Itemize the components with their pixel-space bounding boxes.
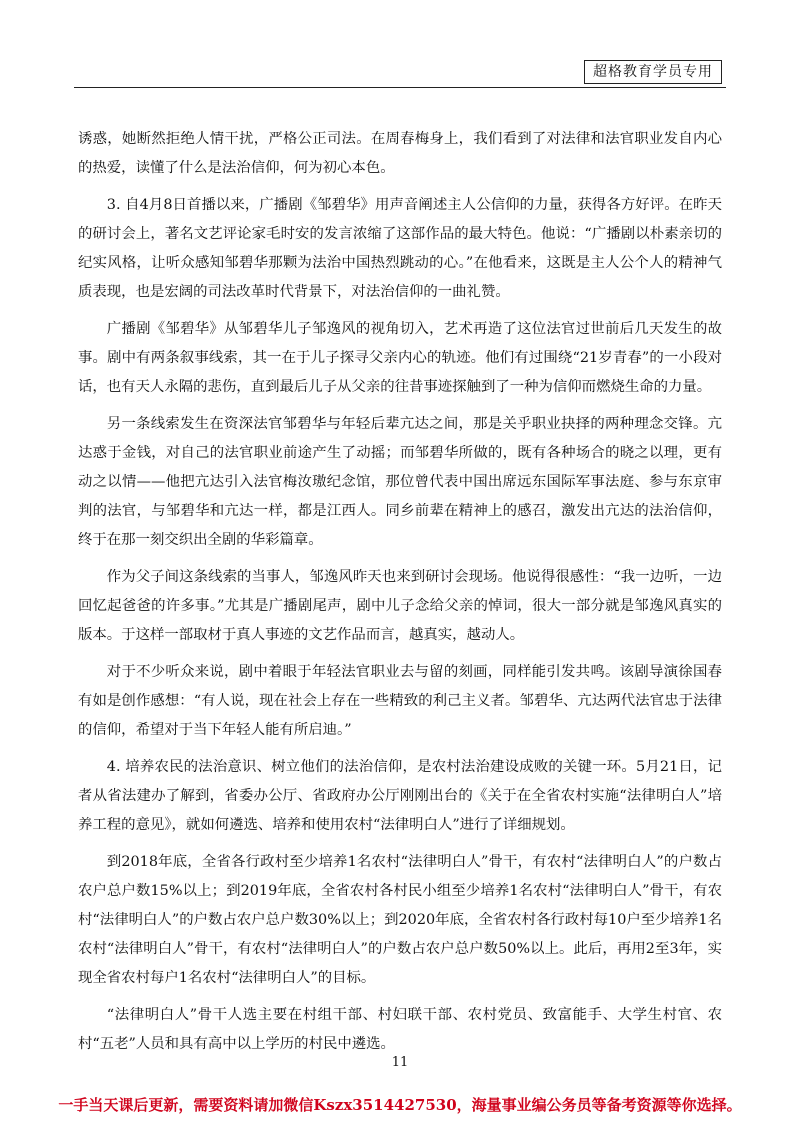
paragraph-5: 作为父子间这条线索的当事人，邹逸风昨天也来到研讨会现场。他说得很感性：“我一边听，一边回忆起爸爸的许多事。”尤其是广播剧尾声，剧中儿子念给父亲的悼词，很大一部分就是邹逸风真实的版本。于这样一部取材于真人事迹的文艺作品而言，越真实，越动人。 (78, 569, 722, 643)
paragraph-4: 另一条线索发生在资深法官邹碧华与年轻后辈亢达之间，那是关乎职业抉择的两种理念交锋。亢达惑于金钱，对自己的法官职业前途产生了动摇；而邹碧华所做的，既有各种场合的晓之以理，更有动之以情——他把亢达引入法官梅汝璈纪念馆，那位曾代表中国出席远东国际军事法庭、参与东京审判的法官，与邹碧华和亢达一样，都是江西人。同乡前辈在精神上的感召，激发出亢达的法治信仰，终于在那一刻交织出全剧的华彩篇章。 (78, 416, 722, 548)
header-divider (74, 87, 726, 88)
page-number: 11 (391, 1055, 409, 1070)
paragraph-2: 3. 自4月8日首播以来，广播剧《邹碧华》用声音阐述主人公信仰的力量，获得各方好评。在昨天的研讨会上，著名文艺评论家毛时安的发言浓缩了这部作品的最大特色。他说：“广播剧以朴素亲切的纪实风格，让听众感知邹碧华那颗为法治中国热烈跳动的心。”在他看来，这既是主人公个人的精神气质表现，也是宏阔的司法改革时代背景下，对法治信仰的一曲礼赞。 (78, 197, 722, 300)
paragraph-6: 对于不少听众来说，剧中着眼于年轻法官职业去与留的刻画，同样能引发共鸣。该剧导演徐国春有如是创作感想：“有人说，现在社会上存在一些精致的利己主义者。邹碧华、亢达两代法官忠于法律的信仰，希望对于当下年轻人能有所启迪。” (78, 664, 722, 738)
paragraph-1: 诱惑，她断然拒绝人情干扰，严格公正司法。在周春梅身上，我们看到了对法律和法官职业发自内心的热爱，读懂了什么是法治信仰，何为初心本色。 (78, 131, 722, 176)
paragraph-3: 广播剧《邹碧华》从邹碧华儿子邹逸风的视角切入，艺术再造了这位法官过世前后几天发生的故事。剧中有两条叙事线索，其一在于儿子探寻父亲内心的轨迹。他们有过围绕“21岁青春”的一小段对话，也有天人永隔的悲伤，直到最后儿子从父亲的往昔事迹探触到了一种为信仰而燃烧生命的力量。 (78, 321, 722, 395)
header-badge: 超格教育学员专用 (584, 60, 722, 84)
paragraph-8: 到2018年底，全省各行政村至少培养1名农村“法律明白人”骨干，有农村“法律明白人”的户数占农户总户数15%以上；到2019年底，全省农村各村民小组至少培养1名农村“法律明白人”骨干，有农村“法律明白人”的户数占农户总户数30%以上；到2020年底，全省农村各行政村每10户至少培养1名农村“法律明白人”骨干，有农村“法律明白人”的户数占农户总户数50%以上。此后，再用2至3年，实现全省农村每户1名农村“法律明白人”的目标。 (78, 854, 722, 986)
footer-ad-text: 一手当天课后更新，需要资料请加微信Kszx3514427530，海量事业编公务员等备考资源等你选择。 (58, 1096, 742, 1114)
paragraph-7: 4. 培养农民的法治意识、树立他们的法治信仰，是农村法治建设成败的关键一环。5月21日，记者从省法建办了解到，省委办公厅、省政府办公厅刚刚出台的《关于在全省农村实施“法律明白人”培养工程的意见》，就如何遴选、培养和使用农村“法律明白人”进行了详细规划。 (78, 759, 722, 833)
paragraph-9: “法律明白人”骨干人选主要在村组干部、村妇联干部、农村党员、致富能手、大学生村官、农村“五老”人员和具有高中以上学历的村民中遴选。 (78, 1007, 722, 1052)
document-body (78, 125, 722, 1067)
